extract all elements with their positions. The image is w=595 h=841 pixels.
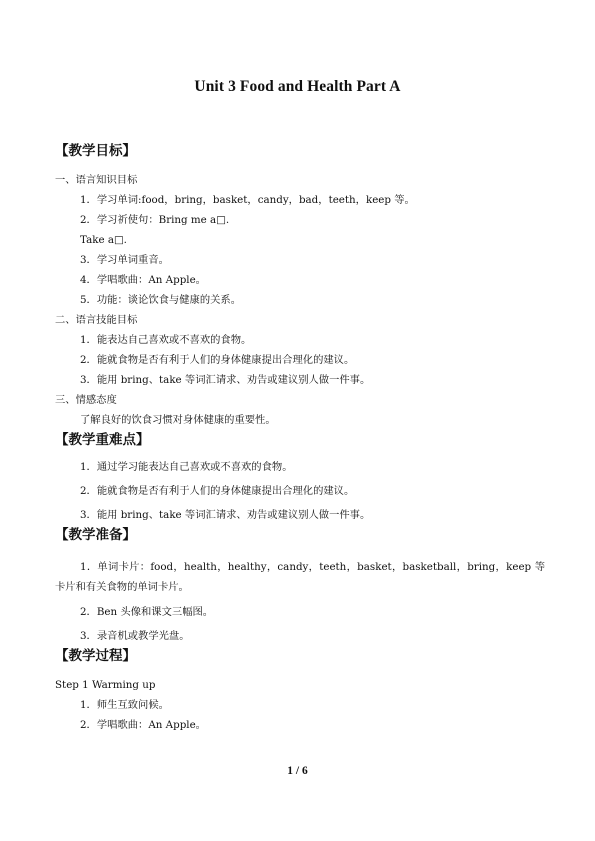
list-item: 5．功能：谈论饮食与健康的关系。 [80,294,242,306]
list-item: 2．能就食物是否有利于人们的身体健康提出合理化的建议。 [80,354,355,366]
subheading-attitude: 三、情感态度 [55,394,117,406]
heading-process: 【教学过程】 [55,648,136,664]
list-item: Take a□. [80,234,127,246]
list-item: 2．学习祈使句：Bring me a□. [80,214,230,226]
heading-preparation: 【教学准备】 [55,527,136,543]
subheading-language-knowledge: 一、语言知识目标 [55,174,138,186]
page-number: 1 / 6 [287,765,308,777]
paragraph-word-cards: 1．单词卡片：food，health，healthy，candy，teeth，basket，basketball，bring，keep 等卡片和有关食物的单词卡片。 [55,561,545,593]
step-heading: Step 1 Warming up [55,679,156,691]
list-item: 1．学习单词:food，bring，basket，candy，bad，teeth，keep 等。 [80,194,415,206]
list-item: 1．通过学习能表达自己喜欢或不喜欢的食物。 [80,461,293,473]
document-body [55,142,545,732]
list-item: 1．能表达自己喜欢或不喜欢的食物。 [80,334,252,346]
heading-key-points: 【教学重难点】 [55,432,150,448]
list-item: 4．学唱歌曲：An Apple。 [80,274,206,286]
subheading-language-skills: 二、语言技能目标 [55,314,138,326]
list-item: 2．能就食物是否有利于人们的身体健康提出合理化的建议。 [80,485,355,497]
list-item: 了解良好的饮食习惯对身体健康的重要性。 [80,414,276,426]
document-title: Unit 3 Food and Health Part A [194,78,401,95]
heading-objectives: 【教学目标】 [55,143,136,159]
list-item: 3．录音机或教学光盘。 [80,630,190,642]
list-item: 3．能用 bring、take 等词汇请求、劝告或建议别人做一件事。 [80,509,371,521]
list-item: 2．学唱歌曲：An Apple。 [80,719,206,731]
list-item: 2．Ben 头像和课文三幅图。 [80,606,214,618]
list-item: 3．学习单词重音。 [80,254,169,266]
list-item: 1．师生互致问候。 [80,699,169,711]
list-item: 3．能用 bring、take 等词汇请求、劝告或建议别人做一件事。 [80,374,371,386]
